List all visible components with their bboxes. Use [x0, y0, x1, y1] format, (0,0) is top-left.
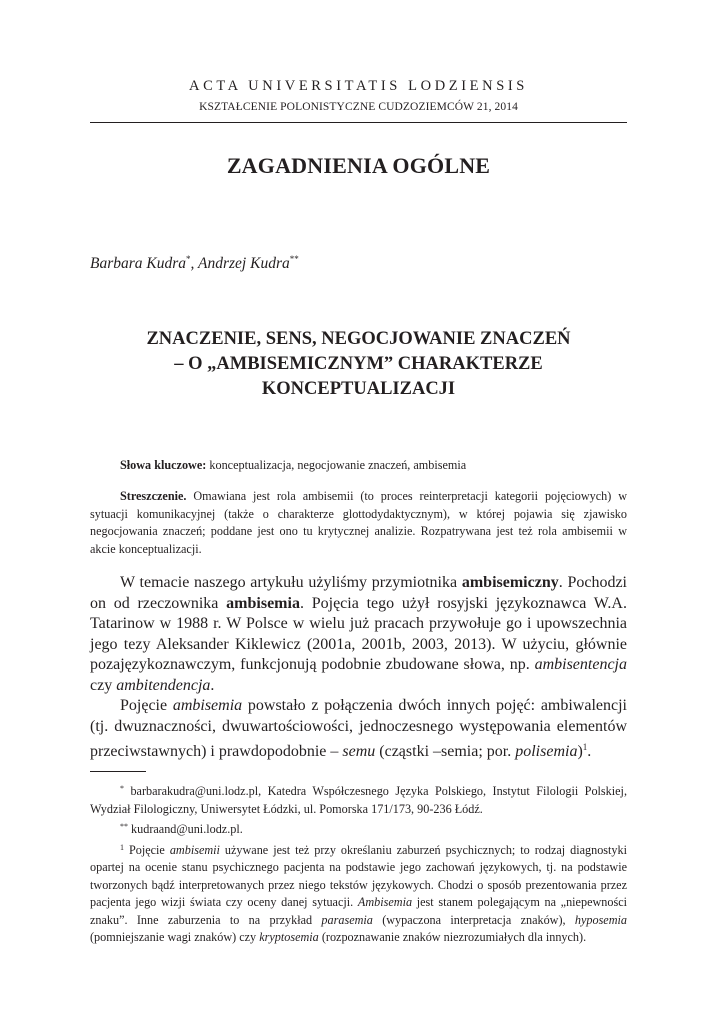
body-text	[90, 573, 627, 763]
section-title: ZAGADNIENIA OGÓLNE	[226, 153, 491, 178]
italic-term: semu	[342, 743, 376, 760]
text-run: jest stanem polegającym na „niepewności znaku”. Inne zaburzenia to na przykład	[90, 895, 628, 927]
title-line: ZNACZENIE, SENS, NEGOCJOWANIE ZNACZEŃ	[146, 329, 571, 349]
article-page	[90, 0, 627, 1024]
footnotes	[90, 780, 627, 947]
footnote-marker[interactable]: 1	[582, 742, 588, 752]
bold-term: ambisemiczny	[461, 574, 559, 591]
footnote-marker[interactable]: *	[186, 254, 191, 264]
text-run: .	[210, 676, 215, 694]
footnote	[90, 780, 627, 818]
text-run: czy	[90, 676, 117, 694]
paragraph	[90, 573, 627, 696]
keywords-text: konceptualizacja, negocjowanie znaczeń, ambisemia	[206, 458, 467, 472]
text-run: (wypaczona interpretacja znaków),	[372, 912, 575, 927]
text-run: powstało z połączenia dwóch innych pojęć: ambiwalencji (tj. dwuznaczności, dwuwartościowości, jednoczesnego występowania elementów przeciwstawnych) i prawdopodobnie –	[90, 697, 627, 760]
footnote	[90, 839, 627, 947]
keywords-label: Słowa kluczowe:	[120, 458, 207, 472]
title-line: – O „AMBISEMICZNYM” CHARAKTERZE	[174, 354, 543, 374]
italic-term: hyposemia	[574, 912, 627, 927]
italic-term: kryptosemia	[259, 930, 319, 944]
author-name: Andrzej Kudra	[198, 255, 290, 272]
footnote-marker: **	[120, 822, 128, 831]
italic-term: polisemia	[515, 743, 578, 760]
footnote-text: barbarakudra@uni.lodz.pl, Katedra Współczesnego Języka Polskiego, Instytut Filologii Polskiej, Wydział Filologiczny, Uniwersytet Łódzki, ul. Pomorska 171/173, 90-236 Łódź.	[90, 784, 627, 816]
abstract-label: Streszczenie.	[120, 489, 187, 503]
text-run: (pomniejszanie wagi znaków) czy	[90, 930, 260, 944]
footnote-marker: 1	[120, 842, 124, 852]
footnote	[90, 818, 627, 839]
author-separator: ,	[190, 255, 199, 272]
text-run: (rozpoznawanie znaków niezrozumiałych dla innych).	[318, 930, 587, 944]
header-rule	[90, 122, 627, 123]
journal-name: ACTA UNIVERSITATIS LODZIENSIS	[189, 78, 528, 94]
italic-term: ambisemia	[172, 697, 243, 714]
footnote-marker[interactable]: **	[289, 254, 299, 264]
keywords	[120, 458, 627, 473]
text-run: . Pojęcia tego użył rosyjski językoznawca W.A. Tatarinow w 1988 r. W Polsce w wielu już pracach przywołuje go i upowszechnia jego tezy Aleksander Kiklewicz (2001a, 2001b, 2003, 2013). W użyciu, głównie pozajęzykoznawczym, funkcjonują podobnie zbudowane słowa, np.	[90, 594, 627, 673]
italic-term: parasemia	[321, 912, 373, 927]
text-run: )	[577, 743, 583, 760]
text-run: Pojęcie	[124, 842, 170, 857]
italic-term: ambitendencja	[116, 676, 211, 694]
paragraph	[90, 696, 627, 763]
text-run: .	[587, 743, 592, 760]
journal-series: KSZTAŁCENIE POLONISTYCZNE CUDZOZIEMCÓW 21, 2014	[199, 101, 518, 113]
italic-term: Ambisemia	[357, 895, 413, 909]
authors-line	[90, 254, 299, 273]
footnote-marker: *	[120, 784, 124, 793]
text-run: używane jest też przy określaniu zaburzeń psychicznych; to rodzaj diagnostyki opartej na ocenie stanu psychicznego pacjenta na podstawie jego zachowań językowych, tj. na podstawie tworzonych bądź interpretowanych przez niego tekstów językowych. Chodzi o sposób prezentowania przez pacjenta jego wizji świata czy oceny danej sytuacji.	[90, 842, 628, 909]
title-line: KONCEPTUALIZACJI	[261, 379, 456, 399]
footnote-rule	[90, 771, 146, 772]
text-run: Pojęcie	[120, 697, 173, 714]
text-run: (cząstki –semia; por.	[375, 743, 516, 760]
text-run: W temacie naszego artykułu użyliśmy przymiotnika	[120, 574, 462, 591]
abstract-text: Omawiana jest rola ambisemii (to proces reinterpretacji kategorii pojęciowych) w sytuacji komunikacyjnej (także o charakterze glottodydaktycznym), w której pojawia się zjawisko negocjowania znaczeń; poddane jest ono tu krytycznej analizie. Rozpatrywana jest też rola ambisemii w akcie konceptualizacji.	[90, 489, 627, 556]
footnote-text: kudraand@uni.lodz.pl.	[128, 822, 243, 836]
abstract	[90, 488, 627, 558]
bold-term: ambisemia	[226, 594, 300, 612]
author-name: Barbara Kudra	[90, 255, 187, 272]
italic-term: ambisentencja	[534, 656, 627, 673]
text-run: . Pochodzi on od rzeczownika	[90, 574, 628, 612]
italic-term: ambisemii	[169, 842, 220, 857]
article-title	[90, 327, 627, 402]
